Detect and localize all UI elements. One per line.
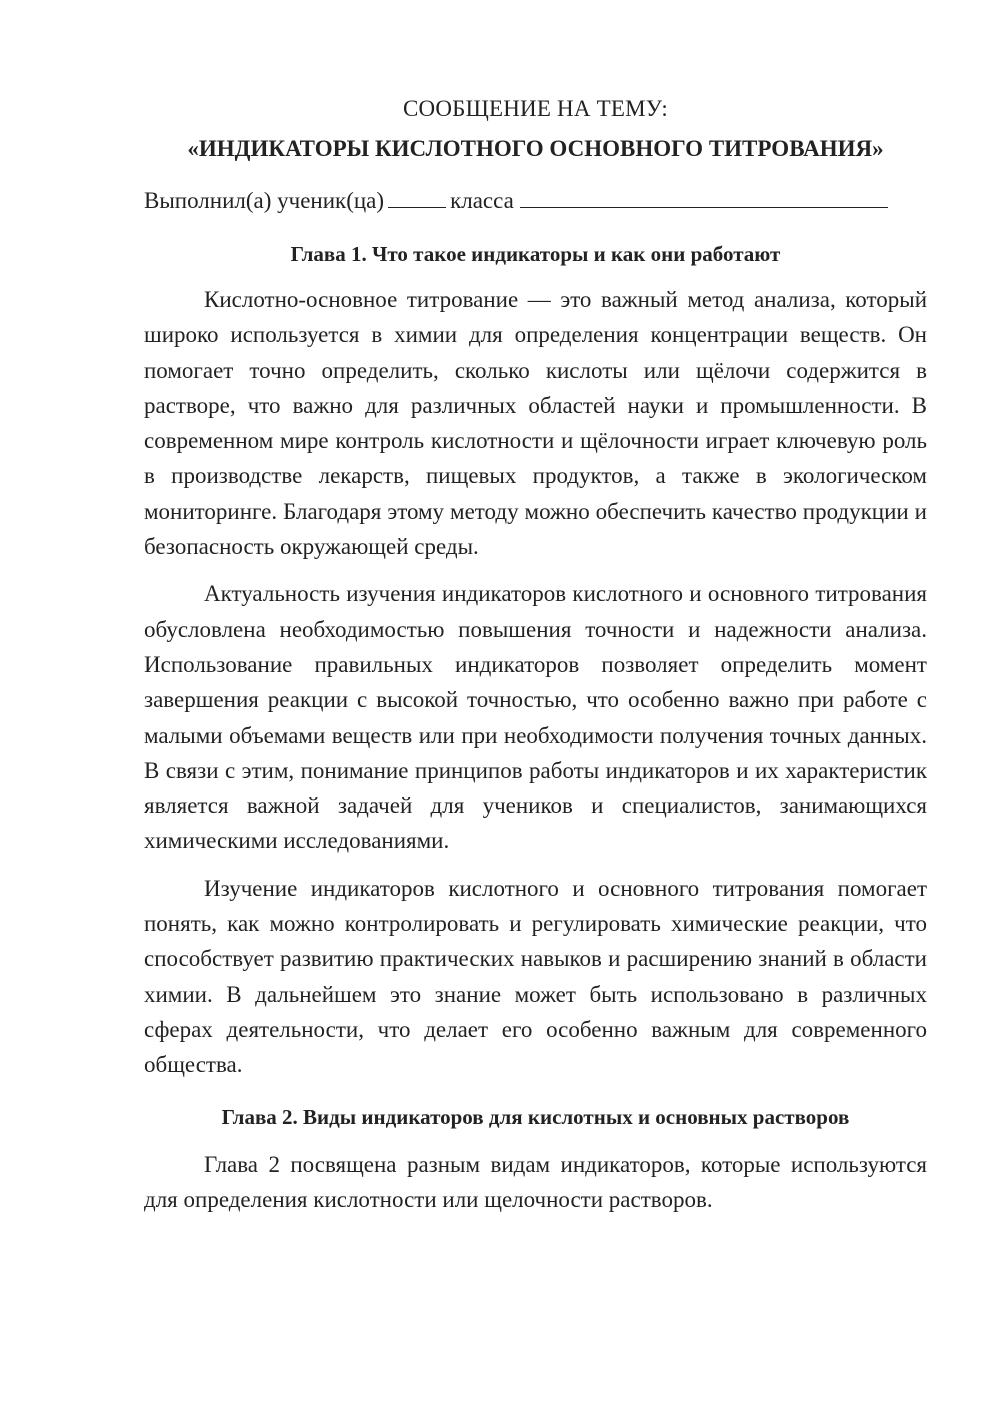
chapter-2-title: Глава 2. Виды индикаторов для кислотных и основных растворов (221, 1104, 850, 1129)
chapter-2-paragraph-1: Глава 2 посвящена разным видам индикаторов, которые используются для определения кислотности или щелочности растворов. (144, 1151, 927, 1212)
chapter-1-paragraph-1: Кислотно-основное титрование — это важный метод анализа, который широко используется в химии для определения концентрации веществ. Он помогает точно определить, сколько кислоты или щёлочи содержится в растворе, что важно для различных областей науки и промышленности. В современном мире контроль кислотности и щёлочности играет ключевую роль в производстве лекарств, пищевых продуктов, а также в экологическом мониторинге. Благодаря этому методу можно обеспечить качество продукции и безопасность окружающей среды. (144, 287, 927, 560)
subject-line: СООБЩЕНИЕ НА ТЕМУ: (403, 96, 668, 121)
chapter-1-paragraph-2: Актуальность изучения индикаторов кислотного и основного титрования обусловлена необходимостью повышения точности и надежности анализа. Использование правильных индикаторов позволяет определить момент завершения реакции с высокой точностью, что особенно важно при работе с малыми объемами веществ или при необходимости получения точных данных. В связи с этим, понимание принципов работы индикаторов и их характеристик является важной задачей для учеников и специалистов, занимающихся химическими исследованиями. (144, 581, 927, 854)
class-number-blank (388, 185, 446, 208)
chapter-1-paragraph-3: Изучение индикаторов кислотного и основного титрования помогает понять, как можно контролировать и регулировать химические реакции, что способствует развитию практических навыков и расширению знаний в области химии. В дальнейшем это знание может быть использовано в различных сферах деятельности, что делает его особенно важным для современного общества. (144, 875, 927, 1078)
document-page (144, 92, 927, 1229)
class-word: класса (450, 188, 514, 213)
document-title: «ИНДИКАТОРЫ КИСЛОТНОГО ОСНОВНОГО ТИТРОВАНИЯ» (187, 136, 884, 161)
chapter-1-title: Глава 1. Что такое индикаторы и как они работают (290, 242, 781, 266)
author-prefix: Выполнил(а) ученик(ца) (144, 188, 385, 213)
author-name-blank (520, 185, 888, 208)
author-line (144, 184, 927, 218)
